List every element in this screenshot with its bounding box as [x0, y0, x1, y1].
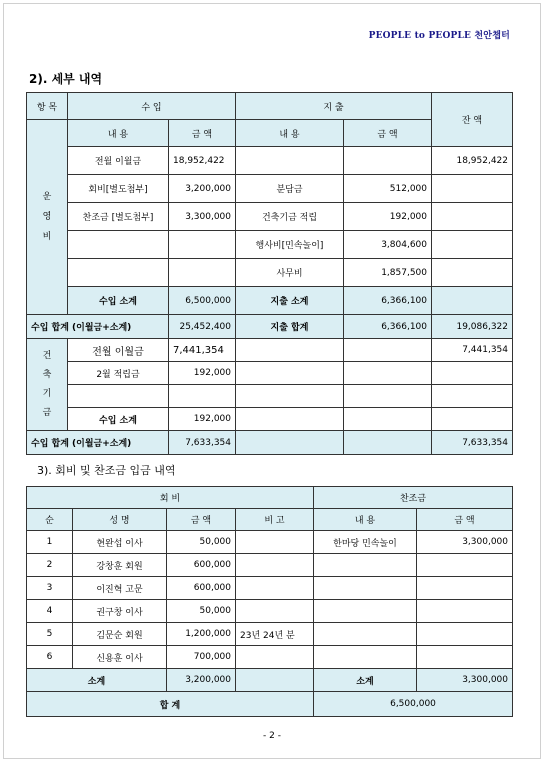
row-note: [236, 554, 314, 577]
row-amount: 50,000: [167, 600, 236, 623]
row-amount: 50,000: [167, 531, 236, 554]
in-amount: 3,300,000: [169, 203, 236, 231]
row-content: [314, 577, 417, 600]
building-subtotal-row: [27, 408, 513, 431]
section2-title: 2). 세부 내역: [29, 72, 103, 86]
in-amount: [169, 259, 236, 287]
balance: [432, 203, 513, 231]
empty-cell: [236, 669, 314, 692]
row-content: [314, 646, 417, 669]
row-content: [314, 554, 417, 577]
detail-table: [26, 92, 513, 455]
dues-table: [26, 486, 513, 717]
header-content: 내 용: [314, 509, 417, 531]
operating-row: [27, 259, 513, 287]
row-no: 1: [27, 531, 73, 554]
in-amount: 3,200,000: [169, 175, 236, 203]
row-sponsor-amount: [417, 600, 513, 623]
balance: 18,952,422: [432, 147, 513, 175]
building-label: 건 축 기 금: [42, 350, 52, 418]
in-content: 전월 이월금: [68, 339, 169, 362]
in-total-label: 수입 합계 (이월금+소계): [27, 315, 169, 339]
header-dues: 회 비: [27, 487, 314, 509]
row-sponsor-amount: [417, 646, 513, 669]
row-name: 권구창 이사: [73, 600, 167, 623]
building-row: [27, 385, 513, 408]
row-name: 현완섭 이사: [73, 531, 167, 554]
row-content: [314, 623, 417, 646]
row-sponsor-amount: [417, 577, 513, 600]
header-sponsor: 찬조금: [314, 487, 513, 509]
empty-cell: [236, 431, 344, 455]
building-row: [27, 362, 513, 385]
empty-cell: [344, 362, 432, 385]
header-item: 항 목: [27, 93, 68, 120]
out-content: 분담금: [236, 175, 344, 203]
row-note: [236, 646, 314, 669]
building-total-row: [27, 431, 513, 455]
sponsor-subtotal-label: 소계: [314, 669, 417, 692]
balance: 7,441,354: [432, 339, 513, 362]
table-row: [27, 600, 513, 623]
out-amount: [344, 147, 432, 175]
header-amount: 금 액: [167, 509, 236, 531]
balance: [432, 385, 513, 408]
dues-subtotal-label: 소계: [27, 669, 167, 692]
header-income-amount: 금 액: [169, 120, 236, 147]
grand-total-label: 합 계: [27, 692, 314, 717]
dues-subtotal-amount: 3,200,000: [167, 669, 236, 692]
row-sponsor-amount: [417, 623, 513, 646]
in-content: 회비[별도첨부]: [68, 175, 169, 203]
header-income-content: 내 용: [68, 120, 169, 147]
balance: [432, 231, 513, 259]
page-number: - 2 -: [263, 731, 281, 741]
sponsor-subtotal-amount: 3,300,000: [417, 669, 513, 692]
out-subtotal-label: 지출 소계: [236, 287, 344, 315]
in-amount: 192,000: [169, 362, 236, 385]
row-no: 2: [27, 554, 73, 577]
balance: [432, 175, 513, 203]
out-subtotal-amount: 6,366,100: [344, 287, 432, 315]
empty-cell: [236, 362, 344, 385]
row-content: [314, 600, 417, 623]
out-content: [236, 147, 344, 175]
in-amount: 7,441,354: [169, 339, 236, 362]
in-subtotal-label: 수입 소계: [68, 287, 169, 315]
header-note: 비 고: [236, 509, 314, 531]
operating-row: [27, 175, 513, 203]
in-total-amount: 7,633,354: [169, 431, 236, 455]
building-label-cell: [27, 339, 68, 431]
row-sponsor-amount: 3,300,000: [417, 531, 513, 554]
empty-cell: [236, 385, 344, 408]
in-amount: [169, 231, 236, 259]
section3-title: 3). 회비 및 찬조금 입금 내역: [37, 464, 176, 477]
row-no: 3: [27, 577, 73, 600]
header-name: 성 명: [73, 509, 167, 531]
empty-cell: [236, 408, 344, 431]
total-balance: 7,633,354: [432, 431, 513, 455]
out-amount: 192,000: [344, 203, 432, 231]
in-content: 전월 이월금: [68, 147, 169, 175]
empty-cell: [344, 431, 432, 455]
total-balance: 19,086,322: [432, 315, 513, 339]
in-content: [68, 385, 169, 408]
subtotal-row: [27, 669, 513, 692]
out-total-amount: 6,366,100: [344, 315, 432, 339]
row-no: 5: [27, 623, 73, 646]
row-note: [236, 600, 314, 623]
in-subtotal-label: 수입 소계: [68, 408, 169, 431]
in-amount: [169, 385, 236, 408]
row-amount: 600,000: [167, 577, 236, 600]
grand-total-amount: 6,500,000: [314, 692, 513, 717]
row-note: 23년 24년 분: [236, 623, 314, 646]
table-row: [27, 577, 513, 600]
empty-cell: [344, 385, 432, 408]
header-expense: 지 출: [236, 93, 432, 120]
out-content: 건축기금 적립: [236, 203, 344, 231]
building-row: [27, 339, 513, 362]
row-name: 김문순 회원: [73, 623, 167, 646]
row-sponsor-amount: [417, 554, 513, 577]
in-total-amount: 25,452,400: [169, 315, 236, 339]
header-expense-content: 내 용: [236, 120, 344, 147]
row-name: 신용훈 이사: [73, 646, 167, 669]
empty-cell: [236, 339, 344, 362]
empty-cell: [432, 408, 513, 431]
balance: [432, 259, 513, 287]
in-content: [68, 259, 169, 287]
header-balance: 잔 액: [432, 93, 513, 147]
row-amount: 1,200,000: [167, 623, 236, 646]
header-title: PEOPLE to PEOPLE 천안챕터: [368, 31, 510, 41]
row-note: [236, 577, 314, 600]
header-sponsor-amount: 금 액: [417, 509, 513, 531]
row-no: 6: [27, 646, 73, 669]
table-row: [27, 554, 513, 577]
operating-row: [27, 147, 513, 175]
in-amount: 18,952,422: [169, 147, 236, 175]
row-content: 한마당 민속놀이: [314, 531, 417, 554]
out-amount: 1,857,500: [344, 259, 432, 287]
header-income: 수 입: [68, 93, 236, 120]
header-no: 순: [27, 509, 73, 531]
table-row: [27, 646, 513, 669]
out-content: 행사비[민속놀이]: [236, 231, 344, 259]
in-content: [68, 231, 169, 259]
table-row: [27, 623, 513, 646]
out-content: 사무비: [236, 259, 344, 287]
row-name: 강창훈 회원: [73, 554, 167, 577]
in-subtotal-amount: 6,500,000: [169, 287, 236, 315]
out-total-label: 지출 합계: [236, 315, 344, 339]
operating-label: 운 영 비: [42, 192, 52, 242]
operating-row: [27, 231, 513, 259]
table-row: [27, 531, 513, 554]
row-no: 4: [27, 600, 73, 623]
operating-row: [27, 203, 513, 231]
in-content: 찬조금 [별도첨부]: [68, 203, 169, 231]
balance: [432, 362, 513, 385]
out-amount: 512,000: [344, 175, 432, 203]
empty-cell: [344, 339, 432, 362]
operating-subtotal-row: [27, 287, 513, 315]
in-subtotal-amount: 192,000: [169, 408, 236, 431]
in-total-label: 수입 합계 (이월금+소계): [27, 431, 169, 455]
row-amount: 600,000: [167, 554, 236, 577]
row-note: [236, 531, 314, 554]
total-row: [27, 692, 513, 717]
subtotal-balance: [432, 287, 513, 315]
row-amount: 700,000: [167, 646, 236, 669]
header-expense-amount: 금 액: [344, 120, 432, 147]
operating-label-cell: [27, 120, 68, 315]
in-content: 2월 적립금: [68, 362, 169, 385]
empty-cell: [344, 408, 432, 431]
out-amount: 3,804,600: [344, 231, 432, 259]
row-name: 이진혁 고문: [73, 577, 167, 600]
operating-total-row: [27, 315, 513, 339]
